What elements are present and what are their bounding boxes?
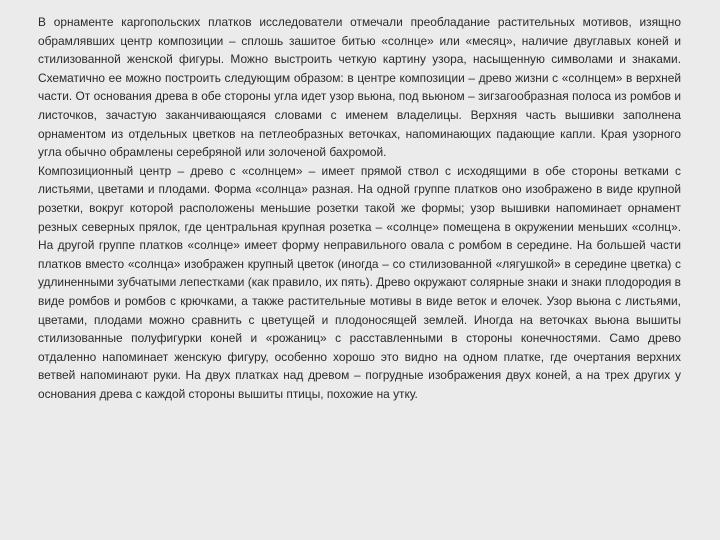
paragraph-1: В орнаменте каргопольских платков исследователи отмечали преобладание растительных мотивов, изящно обрамлявших центр композиции – сплошь зашитое битью «солнце» или «месяц», наличие двуглавых коней и стилизованной женской фигуры. Можно выстроить четкую картину узора, насыщенную символами и знаками. Схематично ее можно построить следующим образом: в центре композиции – древо жизни с «солнцем» в верхней части. От основания древа в обе стороны угла идет узор вьюна, под вьюном – зигзагообразная полоса из ромбов и листочков, зачастую заканчивающаяся словами с именем владелицы. Верхняя часть вышивки заполнена орнаментом из отдельных цветков на петлеобразных веточках, напоминающих падающие капли. Края узорного угла обычно обрамлены серебряной или золоченой бахромой. [38,15,681,160]
paragraph-2: Композиционный центр – древо с «солнцем» – имеет прямой ствол с исходящими в обе стороны ветками с листьями, цветами и плодами. Форма «солнца» разная. На одной группе платков оно изображено в виде крупной розетки, вокруг которой расположены меньшие розетки такой же формы; узор вышивки напоминает орнамент резных северных прялок, где центральная крупная розетка – «солнце» помещена в окружении меньших «солнц». На другой группе платков «солнце» имеет форму неправильного овала с ромбом в середине. На большей части платков вместо «солнца» изображен крупный цветок (иногда – со стилизованной «лягушкой» в середине цветка) с удлиненными зубчатыми лепестками (как правило, их пять). Древо окружают солярные знаки и знаки плодородия в виде ромбов и ромбов с крючками, а также растительные мотивы в виде веток и елочек. Узор вьюна с листьями, цветами, плодами можно сравнить с цветущей и плодоносящей землей. Иногда на веточках вьюна вышиты стилизованные полуфигурки коней и «рожаниц» с расставленными в стороны конечностями. Само древо отдаленно напоминает женскую фигуру, особенно хорошо это видно на одном платке, где очертания верхних ветвей напоминают руки. На двух платках над древом – погрудные изображения двух коней, а на трех других у основания древа с каждой стороны вышиты птицы, похожие на утку. [38,163,681,401]
article-text [38,13,681,403]
